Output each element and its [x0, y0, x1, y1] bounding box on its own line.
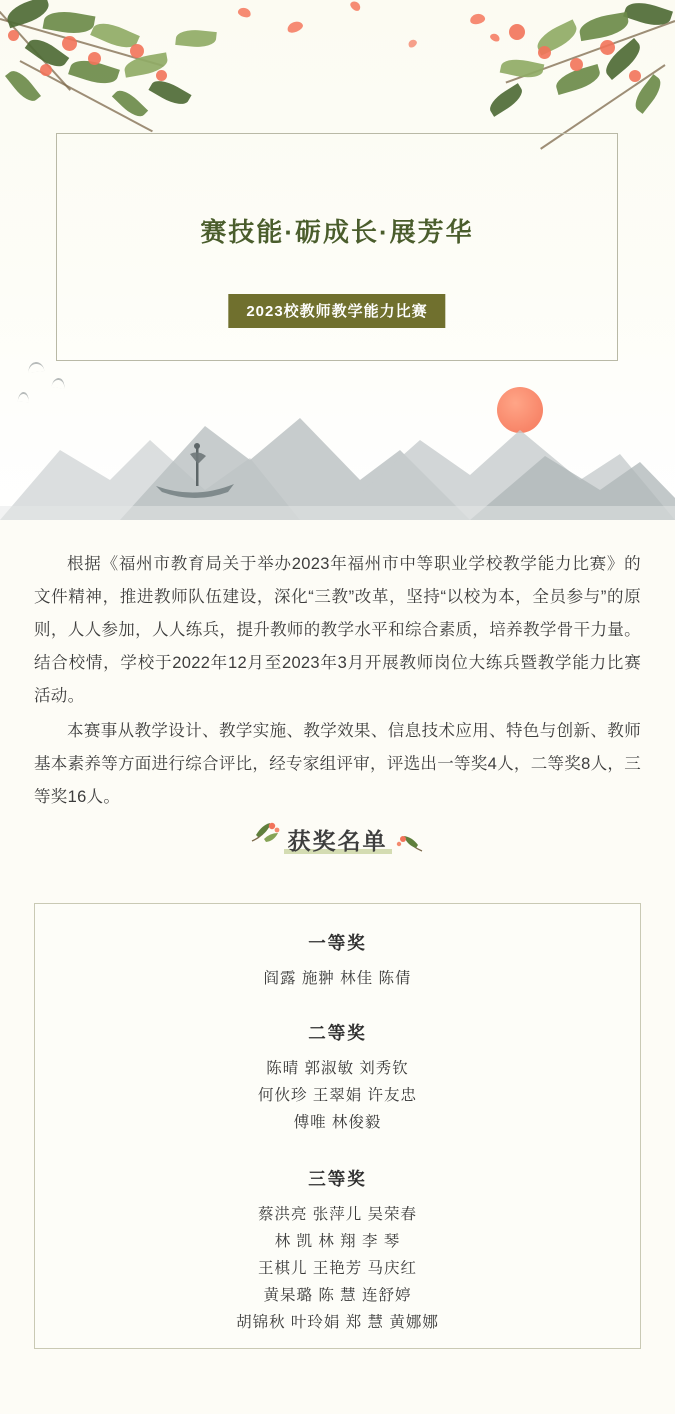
award-title: 一等奖	[308, 933, 367, 953]
award-name-line: 阎露 施翀 林佳 陈倩	[263, 970, 412, 987]
leaf-icon	[600, 38, 645, 80]
leaf-icon	[4, 0, 52, 28]
section-heading	[0, 823, 675, 856]
award-name-line: 黄杲璐 陈 慧 连舒婷	[263, 1287, 412, 1304]
award-name-line: 林 凯 林 翔 李 琴	[274, 1233, 401, 1250]
petal-icon	[407, 38, 418, 49]
award-names	[35, 1055, 640, 1136]
award-names	[35, 965, 640, 992]
leaf-icon	[90, 17, 140, 53]
leaf-icon	[112, 86, 148, 122]
branch-icon	[0, 18, 164, 67]
award-name-line: 陈晴 郭淑敏 刘秀钦	[266, 1060, 409, 1077]
petal-icon	[286, 19, 305, 34]
berry-icon	[600, 40, 615, 55]
berry-icon	[130, 44, 144, 58]
berry-icon	[570, 58, 583, 71]
branch-icon	[506, 20, 675, 83]
leaf-icon	[123, 52, 169, 77]
event-badge: 2023校教师教学能力比赛	[228, 294, 445, 328]
award-name-line: 王棋儿 王艳芳 马庆红	[257, 1260, 418, 1277]
award-title: 三等奖	[308, 1169, 367, 1189]
leaf-icon	[25, 33, 70, 72]
hero-banner	[0, 0, 675, 520]
leaf-icon	[394, 827, 424, 857]
award-name-line: 何伙珍 王翠娟 许友忠	[257, 1087, 418, 1104]
berry-icon	[509, 24, 525, 40]
page-title: 赛技能·砺成长·展芳华	[200, 217, 474, 247]
leaf-icon	[578, 12, 631, 41]
branch-icon	[20, 60, 153, 132]
leaf-icon	[68, 55, 120, 89]
berry-icon	[156, 70, 167, 81]
berry-icon	[629, 70, 641, 82]
section-heading-inner	[258, 823, 418, 856]
leaf-icon	[533, 19, 581, 55]
petal-icon	[489, 32, 501, 43]
award-group-third	[35, 1166, 640, 1336]
berry-icon	[40, 64, 52, 76]
award-group-first	[35, 930, 640, 992]
article-paragraph-1: 根据《福州市教育局关于举办2023年福州市中等职业学校教学能力比赛》的文件精神，推进教师队伍建设，深化“三教”改革，坚持“以校为本，全员参与”的原则，人人参加，人人练兵，提升教师的教学水平和综合素质，培养教学骨干力量。结合校情，学校于2022年12月至2023年3月开展教师岗位大练兵暨教学能力比赛活动。	[34, 555, 641, 705]
section-heading-text: 获奖名单	[287, 828, 388, 854]
leaf-icon	[5, 66, 41, 106]
petal-icon	[349, 0, 363, 13]
award-title: 二等奖	[308, 1023, 367, 1043]
leaf-icon	[486, 83, 527, 117]
award-group-second	[35, 1020, 640, 1136]
footer-strip	[0, 1414, 675, 1428]
petal-icon	[469, 13, 486, 26]
title-frame	[56, 133, 618, 361]
leaf-icon	[553, 64, 602, 95]
leaf-icon	[148, 75, 191, 110]
petal-icon	[237, 6, 252, 19]
leaf-icon	[630, 74, 666, 114]
leaf-icon	[250, 815, 280, 845]
boat-icon	[150, 440, 240, 502]
berry-icon	[88, 52, 101, 65]
mountain-icon	[0, 330, 675, 520]
award-list-box	[34, 903, 641, 1349]
leaf-icon	[500, 56, 545, 81]
berry-icon	[8, 30, 19, 41]
branch-icon	[0, 0, 71, 91]
leaf-icon	[43, 8, 96, 37]
article-paragraph-2: 本赛事从教学设计、教学实施、教学效果、信息技术应用、特色与创新、教师基本素养等方面进行综合评比，经专家组评审，评选出一等奖4人，二等奖8人，三等奖16人。	[34, 722, 641, 806]
award-name-line: 傅唯 林俊毅	[293, 1114, 382, 1131]
award-name-line: 蔡洪亮 张萍儿 吴荣春	[257, 1206, 418, 1223]
award-name-line: 胡锦秋 叶玲娟 郑 慧 黄娜娜	[236, 1314, 439, 1331]
leaf-icon	[623, 0, 673, 31]
article-body	[34, 548, 641, 816]
leaf-icon	[175, 28, 217, 49]
award-names	[35, 1201, 640, 1336]
berry-icon	[62, 36, 77, 51]
berry-icon	[538, 46, 551, 59]
